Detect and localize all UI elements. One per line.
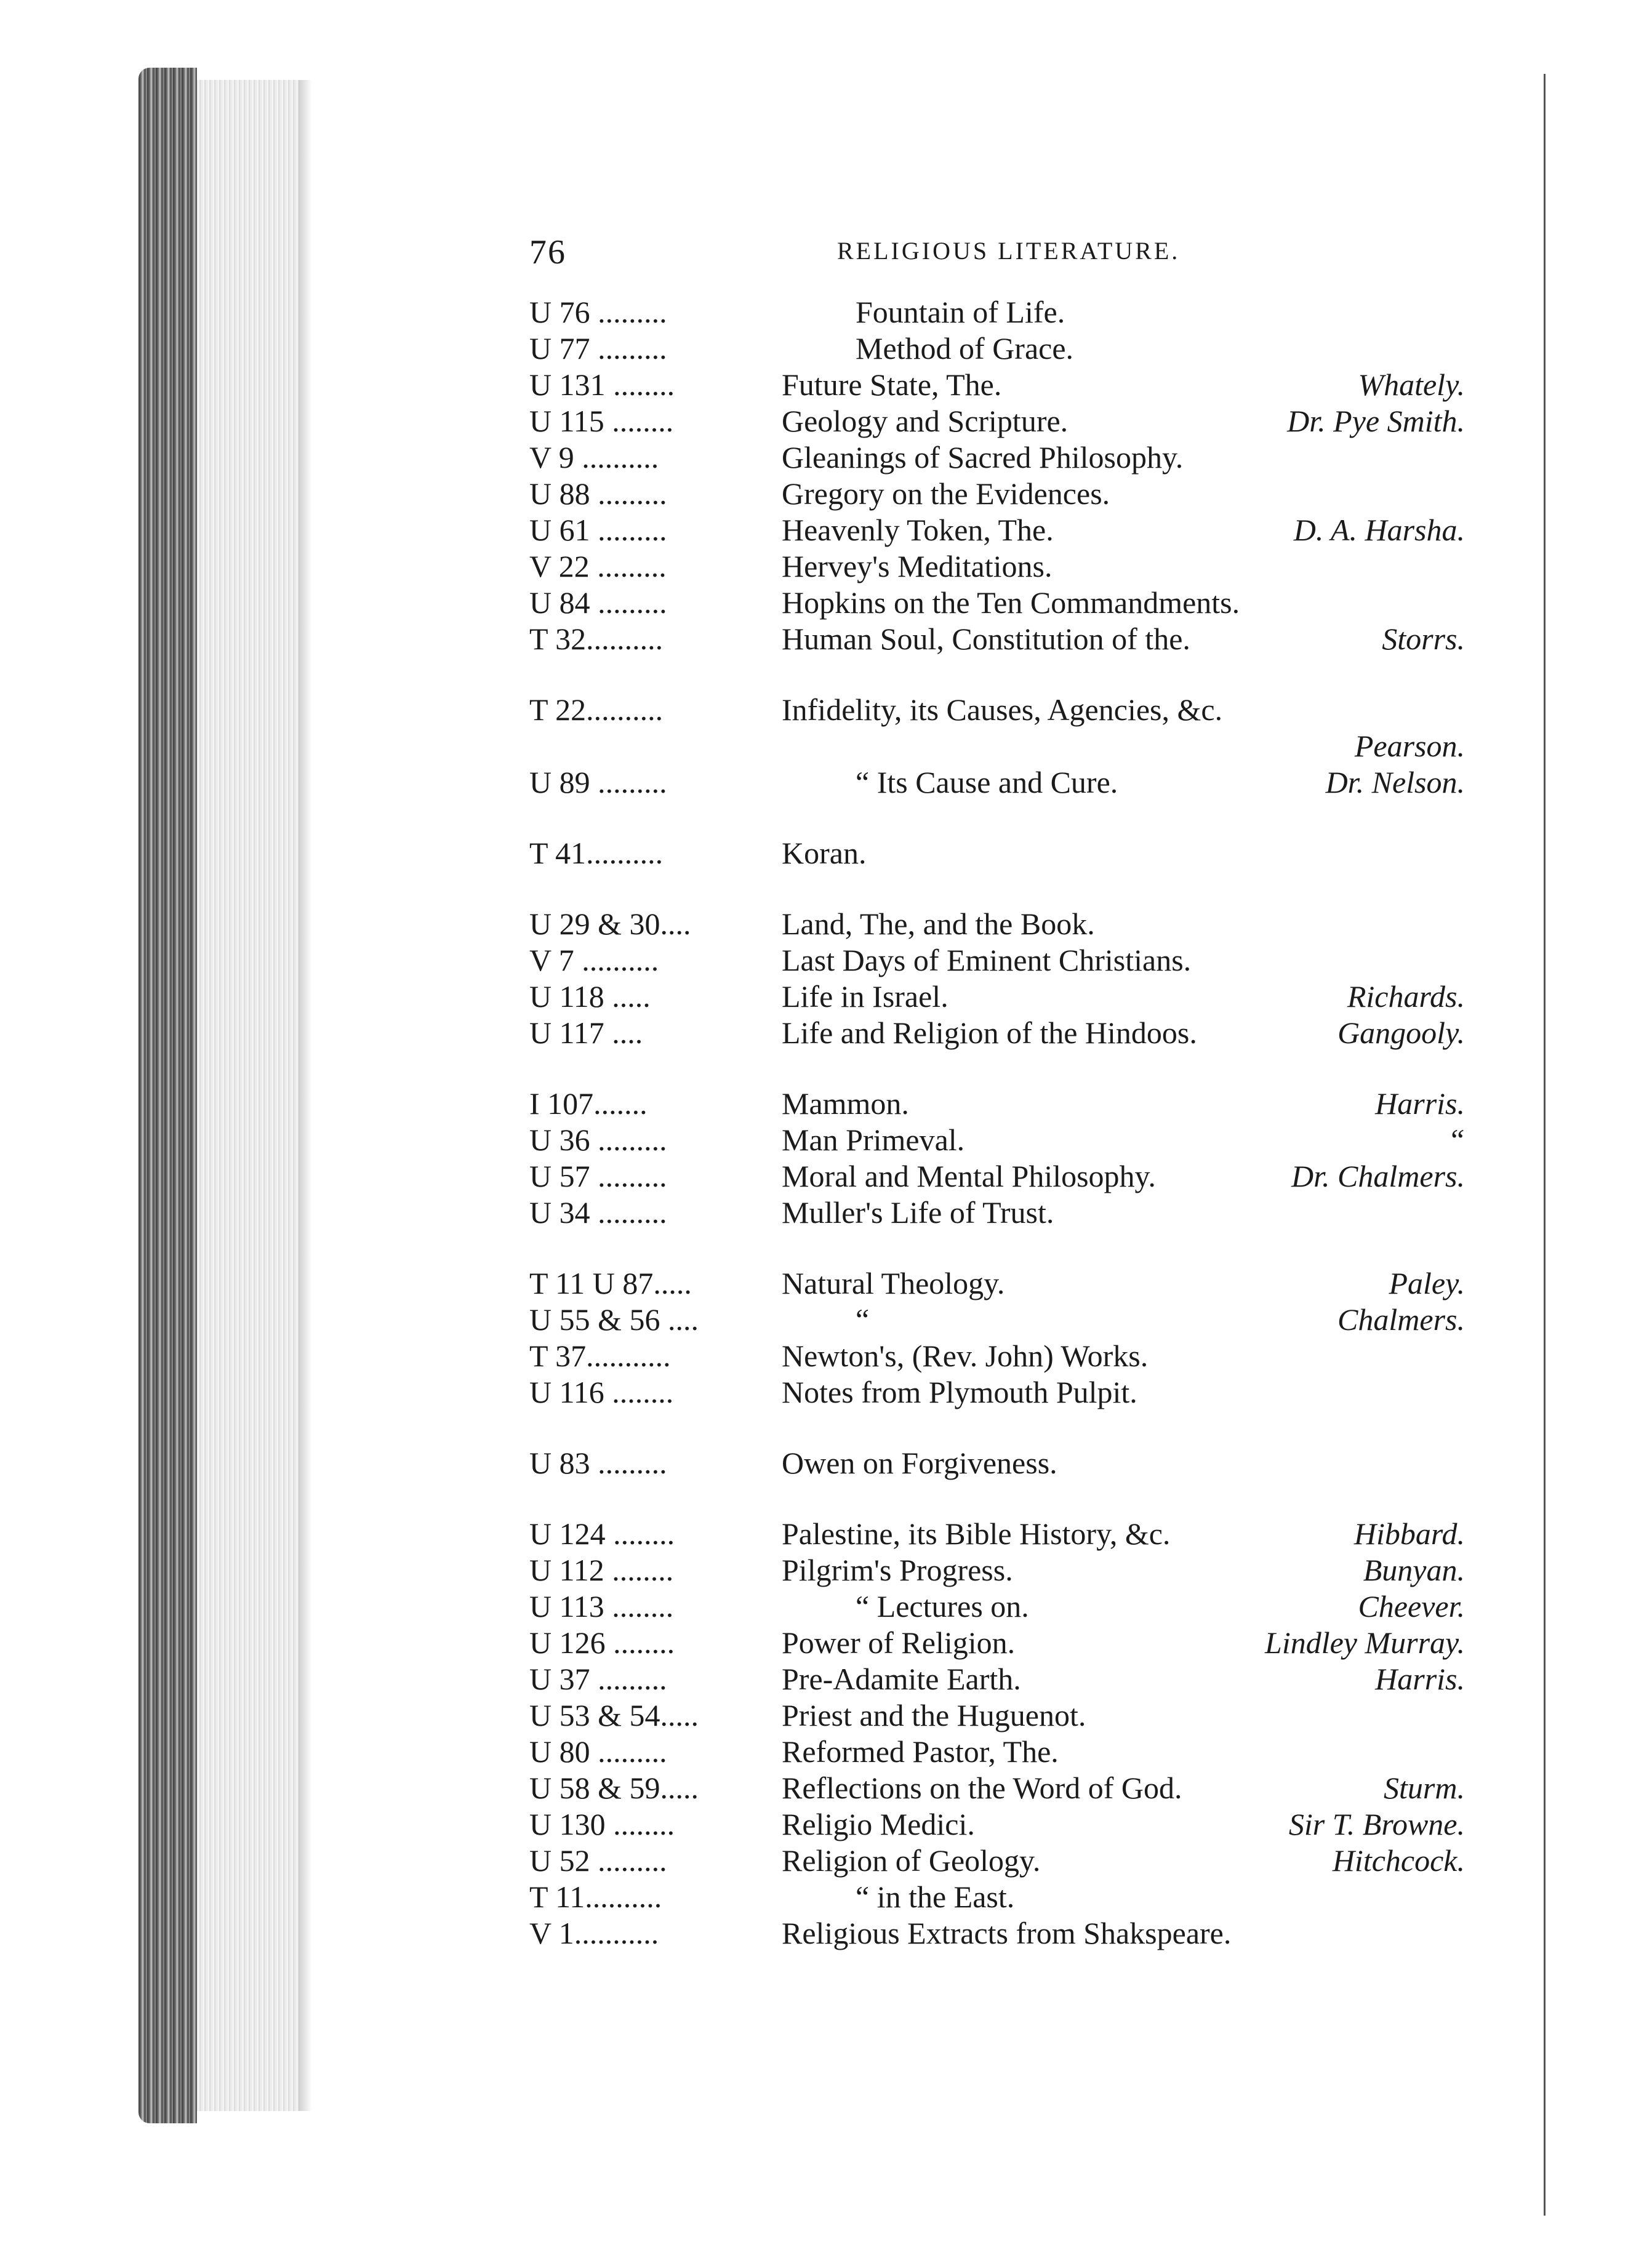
book-author: Richards. [1347,979,1465,1014]
book-title: Geology and Scripture. [782,404,1069,438]
book-author: Harris. [1375,1662,1465,1696]
book-title: Hopkins on the Ten Commandments. [782,585,1240,620]
shelf-reference: U 117 .... [529,1015,643,1050]
book-author: Gangooly. [1337,1015,1465,1050]
catalog-entry [529,1195,1465,1231]
book-title: Natural Theology. [782,1266,1005,1300]
catalog-entry [529,692,1465,764]
shelf-reference: U 124 ........ [529,1516,675,1551]
catalog-entry [529,1770,1465,1806]
book-author: Whately. [1358,367,1465,402]
book-title: Koran. [782,836,867,870]
shelf-reference: T 11 U 87..... [529,1266,692,1300]
catalog-entry [529,1661,1465,1697]
shelf-reference: U 130 ........ [529,1807,675,1841]
book-title: “ Its Cause and Cure. [856,765,1118,799]
book-author: Storrs. [1382,622,1465,656]
page-edge-line [1544,74,1546,2216]
catalog-entry [529,1625,1465,1661]
catalog-entry [529,1552,1465,1588]
catalog-entry [529,367,1465,403]
shelf-reference: I 107....... [529,1086,648,1121]
book-author: Sir T. Browne. [1288,1807,1465,1841]
catalog-entry [529,1302,1465,1338]
book-title: Life and Religion of the Hindoos. [782,1015,1197,1050]
book-title: Gregory on the Evidences. [782,476,1110,511]
catalog-entry [529,1879,1465,1915]
book-title: Life in Israel. [782,979,948,1014]
shelf-reference: U 113 ........ [529,1589,674,1624]
book-title: Gleanings of Sacred Philosophy. [782,440,1184,475]
shelf-reference: T 32.......... [529,622,664,656]
book-title: Hervey's Meditations. [782,549,1053,583]
shelf-reference: U 55 & 56 .... [529,1302,699,1337]
running-header [529,233,1539,276]
shelf-reference: U 37 ......... [529,1662,667,1696]
book-title: Heavenly Token, The. [782,513,1054,547]
section-gap [529,871,1465,906]
book-title: Palestine, its Bible History, &c. [782,1516,1171,1551]
catalog-list [529,294,1465,1952]
catalog-entry [529,403,1465,439]
catalog-entry [529,330,1465,367]
book-author: “ [1448,1123,1465,1157]
book-title: “ Lectures on. [856,1589,1029,1624]
section-gap [529,801,1465,835]
shelf-reference: U 76 ......... [529,295,667,329]
catalog-entry [529,1122,1465,1158]
catalog-entry [529,621,1465,657]
page-title: RELIGIOUS LITERATURE. [837,237,1181,265]
shelf-reference: T 37........... [529,1339,671,1373]
catalog-entry [529,548,1465,585]
book-author: Dr. Nelson. [1325,765,1465,799]
shelf-reference: U 80 ......... [529,1734,667,1769]
catalog-entry [529,439,1465,476]
book-title: Power of Religion. [782,1625,1016,1660]
catalog-entry [529,942,1465,979]
catalog-entry [529,1915,1465,1952]
book-title: “ [856,1302,870,1337]
book-title: Infidelity, its Causes, Agencies, &c. [782,692,1223,727]
gutter-shadow [299,80,312,2111]
shelf-reference: U 83 ......... [529,1446,667,1480]
shelf-reference: U 115 ........ [529,404,674,438]
section-gap [529,1231,1465,1265]
catalog-entry [529,979,1465,1015]
book-author: D. A. Harsha. [1293,513,1465,547]
catalog-entry [529,1086,1465,1122]
book-title: Method of Grace. [856,331,1074,366]
shelf-reference: U 61 ......... [529,513,667,547]
page-number: 76 [529,233,566,271]
catalog-entry [529,585,1465,621]
section-gap [529,1411,1465,1445]
shelf-reference: U 112 ........ [529,1553,674,1587]
book-title: Priest and the Huguenot. [782,1698,1086,1732]
catalog-entry [529,1338,1465,1374]
book-title: Pilgrim's Progress. [782,1553,1013,1587]
book-title: Newton's, (Rev. John) Works. [782,1339,1149,1373]
book-title: Last Days of Eminent Christians. [782,943,1192,977]
book-title: Man Primeval. [782,1123,965,1157]
catalog-entry [529,294,1465,330]
book-title: Muller's Life of Trust. [782,1195,1054,1230]
shelf-reference: T 22.......... [529,692,664,727]
catalog-entry [529,476,1465,512]
catalog-entry [529,1697,1465,1734]
shelf-reference: U 77 ......... [529,331,667,366]
shelf-reference: T 11.......... [529,1880,662,1914]
shelf-reference: V 22 ......... [529,549,667,583]
catalog-entry [529,1516,1465,1552]
shelf-reference: U 116 ........ [529,1375,674,1409]
shelf-reference: V 1........... [529,1916,659,1950]
book-author: Sturm. [1384,1771,1465,1805]
book-author: Cheever. [1358,1589,1465,1624]
book-title: Religion of Geology. [782,1843,1041,1878]
shelf-reference: U 118 ..... [529,979,651,1014]
book-author: Pearson. [1354,729,1465,763]
catalog-entry [529,1015,1465,1051]
book-author: Lindley Murray. [1265,1625,1465,1660]
catalog-entry [529,1374,1465,1411]
catalog-entry [529,1265,1465,1302]
catalog-entry [529,835,1465,871]
catalog-entry [529,1158,1465,1195]
section-gap [529,1051,1465,1086]
catalog-entry [529,1445,1465,1481]
book-author: Paley. [1389,1266,1465,1300]
shelf-reference: U 29 & 30.... [529,907,691,941]
shelf-reference: U 52 ......... [529,1843,667,1878]
shelf-reference: U 53 & 54..... [529,1698,699,1732]
shelf-reference: U 58 & 59..... [529,1771,699,1805]
book-title: Pre-Adamite Earth. [782,1662,1021,1696]
shelf-reference: T 41.......... [529,836,664,870]
catalog-entry [529,1588,1465,1625]
shelf-reference: U 34 ......... [529,1195,667,1230]
book-author: Hitchcock. [1332,1843,1465,1878]
book-author: Hibbard. [1353,1516,1465,1551]
catalog-entry [529,1806,1465,1843]
shelf-reference: U 88 ......... [529,476,667,511]
catalog-entry [529,1843,1465,1879]
shelf-reference: U 126 ........ [529,1625,675,1660]
book-title: Human Soul, Constitution of the. [782,622,1190,656]
catalog-entry [529,764,1465,801]
shelf-reference: V 9 .......... [529,440,659,475]
book-author: Dr. Pye Smith. [1287,404,1465,438]
book-author: Harris. [1375,1086,1465,1121]
book-title: Religious Extracts from Shakspeare. [782,1916,1232,1950]
book-title: “ in the East. [856,1880,1015,1914]
book-title: Mammon. [782,1086,909,1121]
catalog-entry [529,512,1465,548]
section-gap [529,657,1465,692]
page-edges [197,80,302,2111]
shelf-reference: U 131 ........ [529,367,675,402]
shelf-reference: U 89 ......... [529,765,667,799]
book-title: Notes from Plymouth Pulpit. [782,1375,1137,1409]
shelf-reference: V 7 .......... [529,943,659,977]
catalog-entry [529,906,1465,942]
shelf-reference: U 36 ......... [529,1123,667,1157]
book-title: Religio Medici. [782,1807,975,1841]
book-title: Future State, The. [782,367,1002,402]
book-author: Bunyan. [1363,1553,1465,1587]
catalog-entry [529,1734,1465,1770]
book-author: Dr. Chalmers. [1291,1159,1465,1193]
shelf-reference: U 84 ......... [529,585,667,620]
book-title: Moral and Mental Philosophy. [782,1159,1156,1193]
book-title: Land, The, and the Book. [782,907,1095,941]
section-gap [529,1481,1465,1516]
book-author: Chalmers. [1337,1302,1465,1337]
book-binding [138,68,197,2123]
book-title: Fountain of Life. [856,295,1065,329]
book-title: Reformed Pastor, The. [782,1734,1059,1769]
shelf-reference: U 57 ......... [529,1159,667,1193]
book-title: Reflections on the Word of God. [782,1771,1182,1805]
book-title: Owen on Forgiveness. [782,1446,1057,1480]
